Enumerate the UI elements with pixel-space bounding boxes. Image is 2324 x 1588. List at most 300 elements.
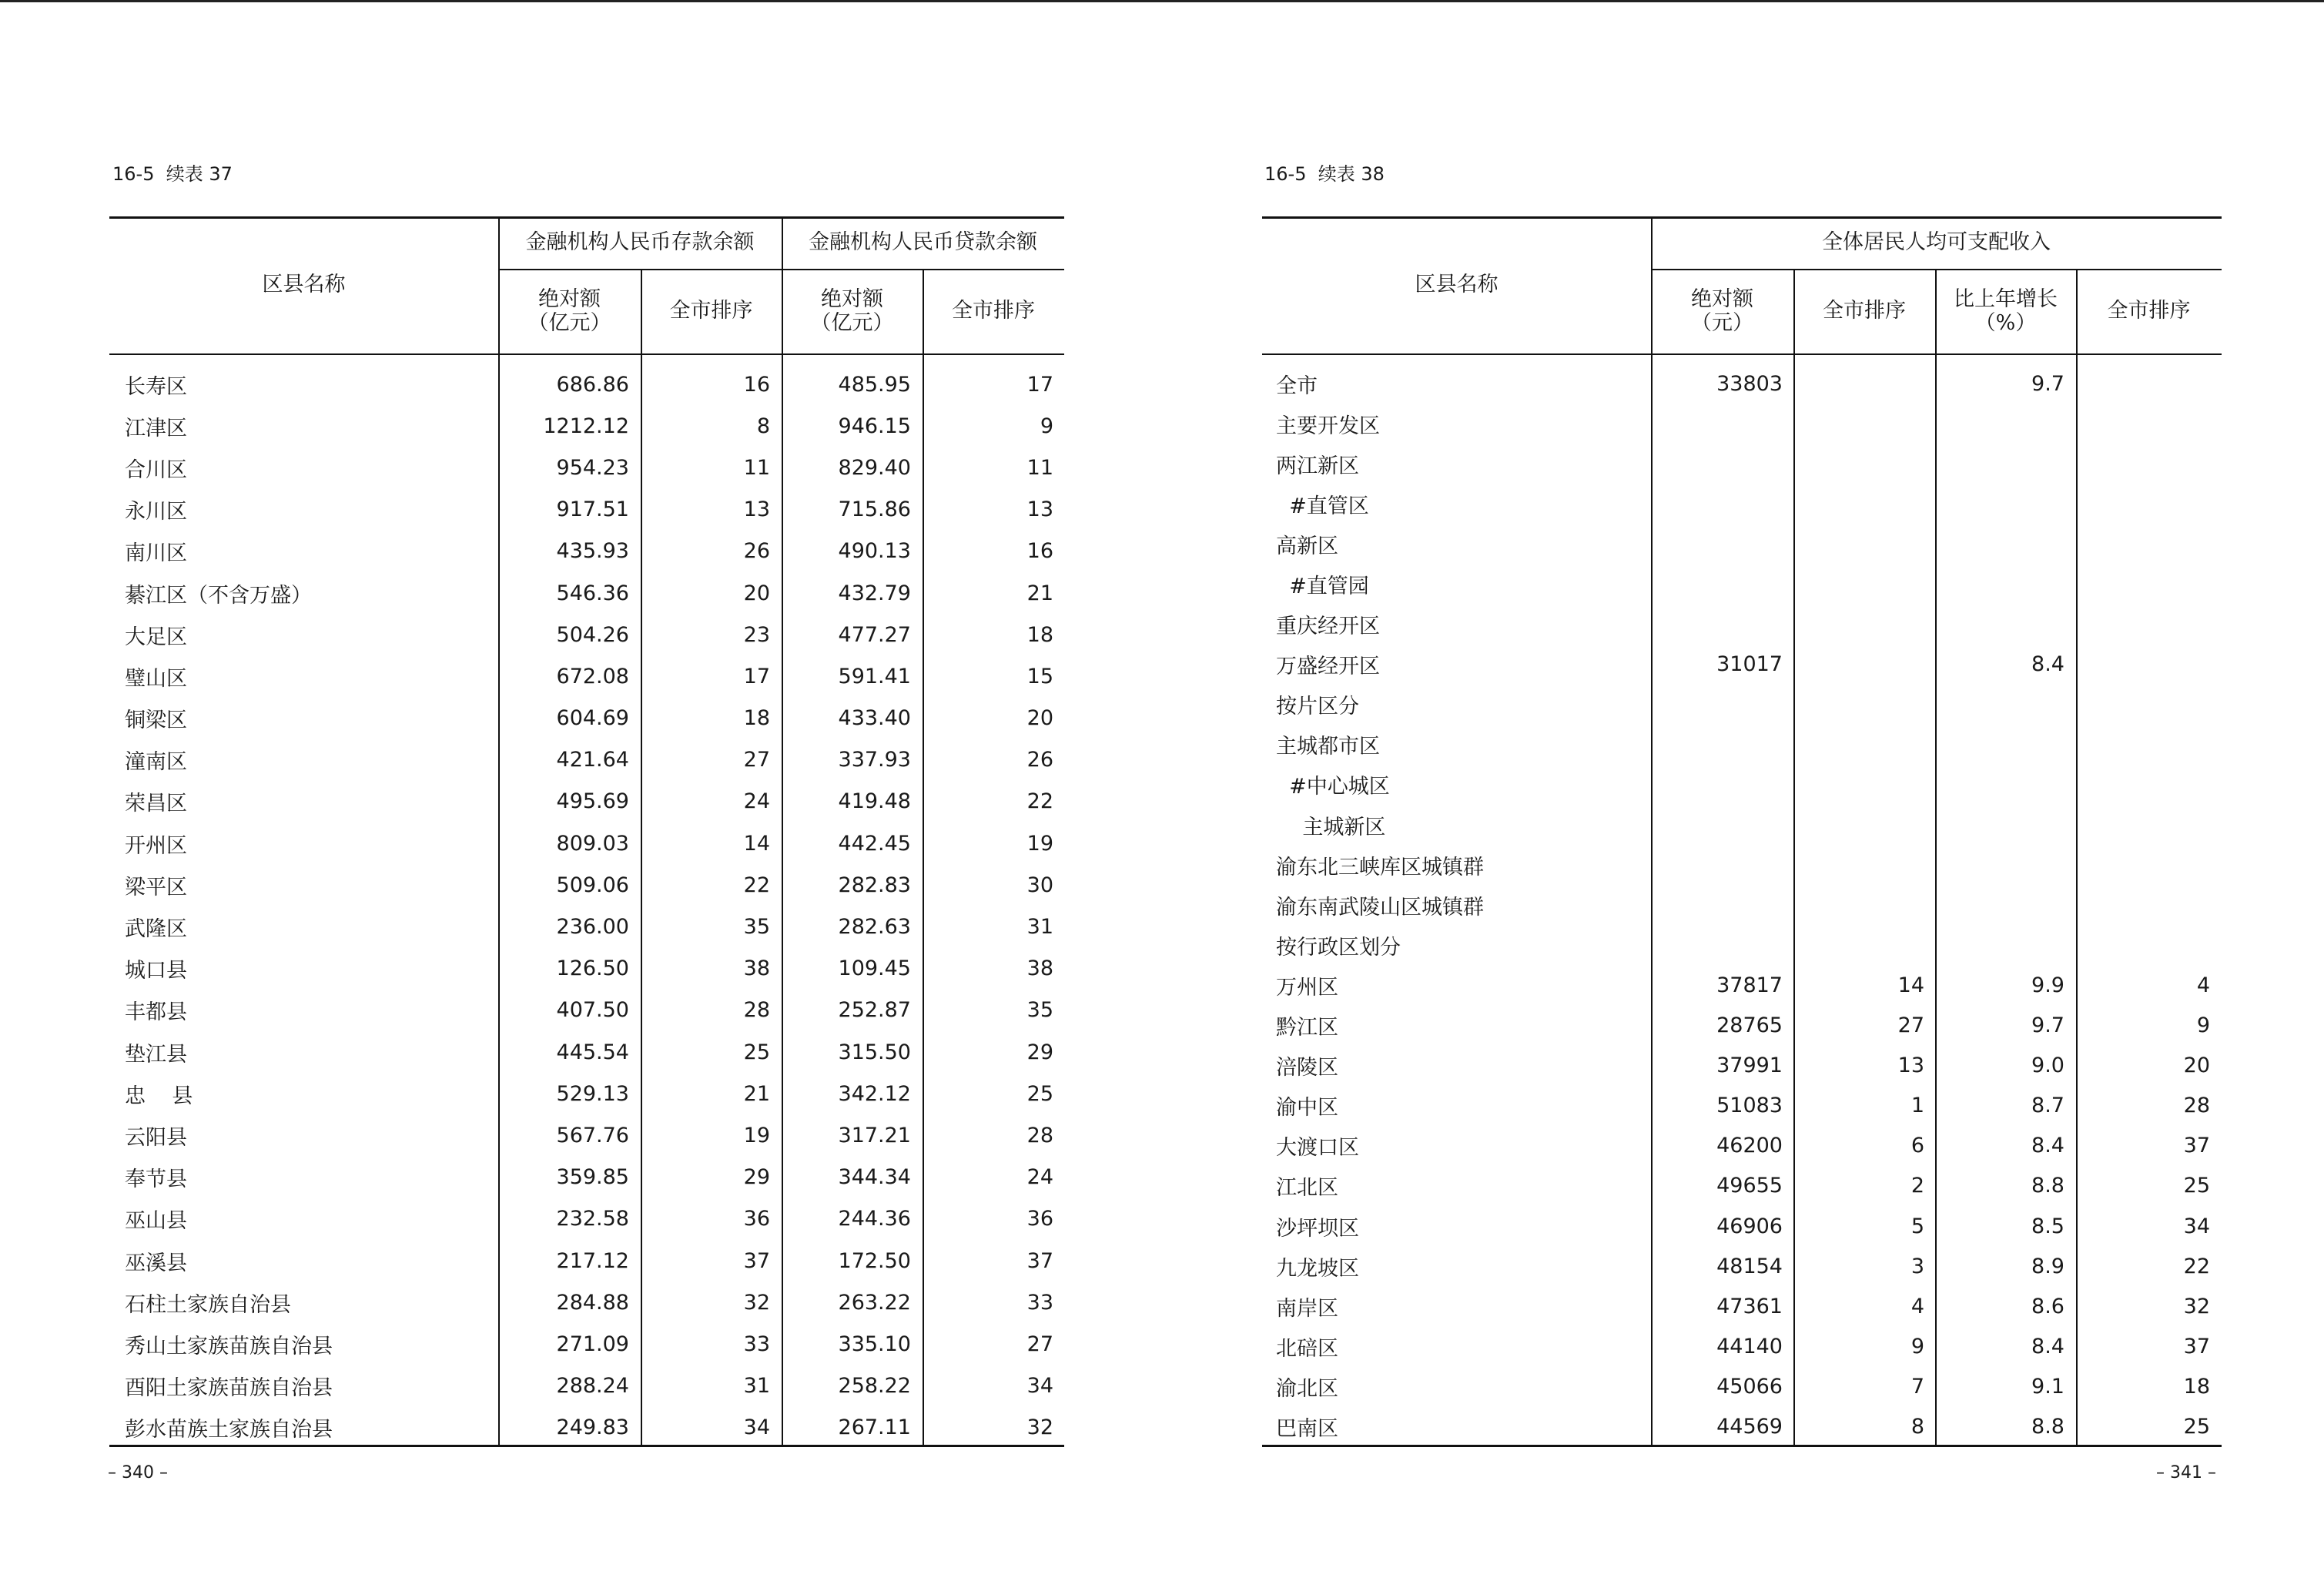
header-bottom-rule <box>1262 353 2222 355</box>
table-row <box>109 781 1064 822</box>
growth-cell: 8.5 <box>2031 1214 2064 1238</box>
growth-rank-cell: 22 <box>2183 1254 2210 1278</box>
growth-cell: 9.9 <box>2031 973 2064 997</box>
table-row <box>109 1073 1064 1114</box>
deposit-amount-cell: 504.26 <box>556 622 629 647</box>
district-name-cell: 奉节县 <box>125 1168 187 1192</box>
income-rank-cell: 4 <box>1910 1294 1924 1318</box>
table-row <box>1262 1046 2222 1086</box>
growth-cell <box>1935 444 2064 484</box>
growth-cell: 9.1 <box>2031 1374 2064 1399</box>
deposit-rank-cell: 36 <box>743 1207 770 1231</box>
district-name-cell: 石柱土家族自治县 <box>125 1292 291 1317</box>
district-name-cell: 梁平区 <box>125 875 187 900</box>
district-name-cell: 南岸区 <box>1276 1296 1338 1321</box>
loan-amount-cell: 252.87 <box>838 998 911 1023</box>
table-row <box>109 1365 1064 1407</box>
table-row <box>109 489 1064 531</box>
district-name-cell: 江北区 <box>1276 1176 1338 1201</box>
table-row <box>1262 484 2222 524</box>
deposit-amount-cell: 288.24 <box>556 1374 629 1399</box>
right-page <box>1162 0 2324 1588</box>
district-name-cell: #直管园 <box>1276 575 1369 599</box>
header-district-name: 区县名称 <box>1415 273 1499 297</box>
income-rank-cell <box>1793 484 1924 524</box>
deposit-amount-cell: 284.88 <box>556 1290 629 1315</box>
growth-rank-cell <box>2076 404 2210 444</box>
income-rank-cell <box>1793 605 1924 645</box>
growth-cell: 8.9 <box>2031 1254 2064 1278</box>
table-row <box>1262 363 2222 404</box>
page-number: – 340 – <box>108 1463 168 1482</box>
table-row <box>109 531 1064 572</box>
deposit-amount-cell: 232.58 <box>556 1207 629 1231</box>
table-body <box>1262 363 2222 1447</box>
growth-rank-cell: 34 <box>2183 1214 2210 1238</box>
deposit-amount-cell: 509.06 <box>556 873 629 897</box>
income-rank-cell <box>1793 685 1924 725</box>
income-amount-cell: 28765 <box>1716 1013 1783 1038</box>
district-name-cell: 永川区 <box>125 500 187 524</box>
table-row <box>109 447 1064 488</box>
district-name-cell: 重庆经开区 <box>1276 615 1380 639</box>
deposit-amount-cell: 271.09 <box>556 1332 629 1356</box>
income-amount-cell <box>1651 725 1783 765</box>
deposit-amount-cell: 407.50 <box>556 998 629 1023</box>
growth-rank-cell: 37 <box>2183 1134 2210 1158</box>
loan-amount-cell: 335.10 <box>838 1332 911 1356</box>
table-row <box>109 948 1064 990</box>
district-name-cell: 高新区 <box>1276 534 1338 558</box>
header-deposit-rank: 全市排序 <box>669 299 753 323</box>
loan-rank-cell: 37 <box>1026 1248 1053 1273</box>
table-row <box>109 1240 1064 1281</box>
income-amount-cell <box>1651 524 1783 564</box>
growth-cell <box>1935 885 2064 925</box>
growth-rank-cell <box>2076 564 2210 604</box>
district-name-cell: 丰都县 <box>125 1000 187 1025</box>
table-row <box>109 864 1064 906</box>
table-caption: 16-5 续表 38 <box>1264 163 1385 185</box>
loan-rank-cell: 22 <box>1026 789 1053 814</box>
loan-rank-cell: 9 <box>1040 414 1053 438</box>
growth-cell: 9.7 <box>2031 371 2064 396</box>
growth-rank-cell: 25 <box>2183 1414 2210 1439</box>
growth-cell <box>1935 845 2064 885</box>
table-row <box>1262 1206 2222 1246</box>
deposit-rank-cell: 17 <box>743 664 770 688</box>
income-amount-cell: 44140 <box>1716 1334 1783 1359</box>
growth-cell: 8.4 <box>2031 1134 2064 1158</box>
income-amount-cell: 45066 <box>1716 1374 1783 1399</box>
table-row <box>1262 605 2222 645</box>
district-name-cell: 秀山土家族苗族自治县 <box>125 1334 333 1359</box>
growth-rank-cell <box>2076 484 2210 524</box>
loan-rank-cell: 27 <box>1026 1332 1053 1356</box>
loan-amount-cell: 282.63 <box>838 915 911 940</box>
district-name-cell: #中心城区 <box>1276 775 1390 799</box>
table-row <box>1262 965 2222 1005</box>
district-name-cell: 城口县 <box>125 959 187 983</box>
district-name-cell: 忠 县 <box>125 1084 193 1108</box>
deposit-rank-cell: 29 <box>743 1165 770 1190</box>
loan-rank-cell: 28 <box>1026 1123 1053 1147</box>
table-body <box>109 363 1064 1449</box>
table-row <box>109 1281 1064 1323</box>
income-rank-cell <box>1793 925 1924 965</box>
income-amount-cell <box>1651 925 1783 965</box>
loan-rank-cell: 35 <box>1026 998 1053 1023</box>
growth-rank-cell <box>2076 885 2210 925</box>
income-rank-cell: 14 <box>1897 973 1924 997</box>
deposit-amount-cell: 126.50 <box>556 956 629 981</box>
table-row <box>109 405 1064 447</box>
table-row <box>1262 1326 2222 1366</box>
growth-rank-cell <box>2076 524 2210 564</box>
income-rank-cell: 7 <box>1910 1374 1924 1399</box>
growth-cell <box>1935 564 2064 604</box>
loan-amount-cell: 344.34 <box>838 1165 911 1190</box>
growth-rank-cell <box>2076 363 2210 404</box>
growth-rank-cell <box>2076 925 2210 965</box>
loan-amount-cell: 244.36 <box>838 1207 911 1231</box>
deposit-amount-cell: 435.93 <box>556 539 629 564</box>
income-amount-cell: 44569 <box>1716 1414 1783 1439</box>
growth-cell: 8.6 <box>2031 1294 2064 1318</box>
header-loan-balance: 金融机构人民币贷款余额 <box>809 230 1037 255</box>
growth-rank-cell <box>2076 725 2210 765</box>
loan-rank-cell: 26 <box>1026 748 1053 772</box>
growth-cell <box>1935 805 2064 845</box>
loan-amount-cell: 172.50 <box>838 1248 911 1273</box>
income-amount-cell <box>1651 444 1783 484</box>
income-amount-cell <box>1651 805 1783 845</box>
table-row <box>109 614 1064 655</box>
deposit-amount-cell: 249.83 <box>556 1415 629 1440</box>
loan-rank-cell: 24 <box>1026 1165 1053 1190</box>
district-name-cell: 渝东南武陵山区城镇群 <box>1276 895 1484 920</box>
district-name-cell: 渝中区 <box>1276 1096 1338 1121</box>
table-row <box>1262 1166 2222 1206</box>
loan-amount-cell: 258.22 <box>838 1374 911 1399</box>
growth-rank-cell: 4 <box>2196 973 2210 997</box>
growth-rank-cell: 25 <box>2183 1174 2210 1198</box>
growth-cell <box>1935 925 2064 965</box>
deposit-amount-cell: 217.12 <box>556 1248 629 1273</box>
growth-cell: 8.4 <box>2031 1334 2064 1359</box>
income-rank-cell: 2 <box>1910 1174 1924 1198</box>
loan-amount-cell: 282.83 <box>838 873 911 897</box>
table-row <box>1262 564 2222 604</box>
table-row <box>1262 1286 2222 1326</box>
table-row <box>1262 1086 2222 1126</box>
income-amount-cell: 46906 <box>1716 1214 1783 1238</box>
deposit-rank-cell: 26 <box>743 539 770 564</box>
table-row <box>1262 524 2222 564</box>
income-amount-cell <box>1651 404 1783 444</box>
income-amount-cell <box>1651 765 1783 805</box>
deposit-rank-cell: 25 <box>743 1040 770 1064</box>
table-row <box>1262 885 2222 925</box>
growth-rank-cell <box>2076 845 2210 885</box>
deposit-rank-cell: 37 <box>743 1248 770 1273</box>
income-rank-cell: 6 <box>1910 1134 1924 1158</box>
growth-rank-cell: 37 <box>2183 1334 2210 1359</box>
growth-rank-cell: 9 <box>2196 1013 2210 1038</box>
table-row <box>1262 1126 2222 1166</box>
income-rank-cell <box>1793 564 1924 604</box>
table-row <box>109 698 1064 739</box>
district-name-cell: 长寿区 <box>125 374 187 399</box>
loan-rank-cell: 36 <box>1026 1207 1053 1231</box>
deposit-rank-cell: 24 <box>743 789 770 814</box>
district-name-cell: 大足区 <box>125 625 187 649</box>
income-rank-cell <box>1793 845 1924 885</box>
loan-rank-cell: 31 <box>1026 915 1053 940</box>
district-name-cell: 彭水苗族土家族自治县 <box>125 1418 333 1442</box>
income-amount-cell <box>1651 885 1783 925</box>
district-name-cell: 北碚区 <box>1276 1336 1338 1361</box>
growth-cell <box>1935 685 2064 725</box>
income-rank-cell: 5 <box>1910 1214 1924 1238</box>
header-disposable-income: 全体居民人均可支配收入 <box>1822 230 2051 255</box>
deposit-amount-cell: 567.76 <box>556 1123 629 1147</box>
page-number: – 341 – <box>2156 1463 2216 1482</box>
loan-rank-cell: 30 <box>1026 873 1053 897</box>
district-name-cell: 南川区 <box>125 541 187 566</box>
table-row <box>109 906 1064 947</box>
table-caption: 16-5 续表 37 <box>112 163 233 185</box>
loan-amount-cell: 317.21 <box>838 1123 911 1147</box>
table-row <box>1262 645 2222 685</box>
income-amount-cell: 33803 <box>1716 371 1783 396</box>
deposit-rank-cell: 11 <box>743 455 770 480</box>
table-row <box>1262 1006 2222 1046</box>
header-district-name: 区县名称 <box>262 273 346 297</box>
district-name-cell: 渝北区 <box>1276 1376 1338 1401</box>
loan-rank-cell: 19 <box>1026 831 1053 856</box>
income-amount-cell <box>1651 484 1783 524</box>
income-amount-cell <box>1651 605 1783 645</box>
table-row <box>1262 685 2222 725</box>
header-deposit-balance: 金融机构人民币存款余额 <box>525 230 755 255</box>
loan-amount-cell: 109.45 <box>838 956 911 981</box>
loan-amount-cell: 263.22 <box>838 1290 911 1315</box>
deposit-rank-cell: 35 <box>743 915 770 940</box>
district-name-cell: 主要开发区 <box>1276 414 1380 438</box>
growth-rank-cell <box>2076 805 2210 845</box>
deposit-rank-cell: 20 <box>743 581 770 605</box>
income-amount-cell: 47361 <box>1716 1294 1783 1318</box>
income-rank-cell <box>1793 444 1924 484</box>
income-rank-cell: 1 <box>1910 1094 1924 1118</box>
table-row <box>1262 1366 2222 1406</box>
loan-rank-cell: 21 <box>1026 581 1053 605</box>
loan-amount-cell: 442.45 <box>838 831 911 856</box>
income-rank-cell: 13 <box>1897 1054 1924 1078</box>
table-row <box>1262 1406 2222 1446</box>
district-name-cell: 綦江区（不含万盛） <box>125 583 312 608</box>
header-deposit-amount: 绝对额 （亿元） <box>527 286 611 335</box>
loan-rank-cell: 32 <box>1026 1415 1053 1440</box>
deposit-rank-cell: 34 <box>743 1415 770 1440</box>
growth-cell: 8.7 <box>2031 1094 2064 1118</box>
loan-amount-cell: 433.40 <box>838 706 911 731</box>
loan-amount-cell: 591.41 <box>838 664 911 688</box>
table-row <box>109 1323 1064 1365</box>
table-row <box>109 739 1064 781</box>
header-income-amount: 绝对额 （元） <box>1691 286 1753 335</box>
growth-cell: 8.8 <box>2031 1414 2064 1439</box>
growth-cell <box>1935 765 2064 805</box>
income-amount-cell: 49655 <box>1716 1174 1783 1198</box>
deposit-rank-cell: 31 <box>743 1374 770 1399</box>
income-rank-cell <box>1793 725 1924 765</box>
income-rank-cell: 27 <box>1897 1013 1924 1038</box>
income-amount-cell <box>1651 564 1783 604</box>
header-bottom-rule <box>109 353 1064 355</box>
header-loan-amount: 绝对额 （亿元） <box>810 286 894 335</box>
district-name-cell: 荣昌区 <box>125 792 187 816</box>
table-row <box>1262 444 2222 484</box>
income-rank-cell <box>1793 765 1924 805</box>
deposit-rank-cell: 13 <box>743 498 770 522</box>
district-name-cell: 云阳县 <box>125 1125 187 1150</box>
district-name-cell: 沙坪坝区 <box>1276 1216 1359 1241</box>
deposit-rank-cell: 18 <box>743 706 770 731</box>
loan-rank-cell: 25 <box>1026 1081 1053 1106</box>
growth-rank-cell <box>2076 444 2210 484</box>
table-row <box>1262 845 2222 885</box>
growth-rank-cell: 32 <box>2183 1294 2210 1318</box>
loan-rank-cell: 13 <box>1026 498 1053 522</box>
loan-amount-cell: 342.12 <box>838 1081 911 1106</box>
loan-amount-cell: 419.48 <box>838 789 911 814</box>
growth-cell: 8.8 <box>2031 1174 2064 1198</box>
table-row <box>109 1031 1064 1073</box>
deposit-amount-cell: 529.13 <box>556 1081 629 1106</box>
growth-cell <box>1935 725 2064 765</box>
table-row <box>1262 725 2222 765</box>
income-rank-cell: 3 <box>1910 1254 1924 1278</box>
growth-cell <box>1935 605 2064 645</box>
deposit-rank-cell: 14 <box>743 831 770 856</box>
district-name-cell: 武隆区 <box>125 917 187 942</box>
table-row <box>1262 1246 2222 1286</box>
growth-rank-cell <box>2076 645 2210 685</box>
district-name-cell: #直管区 <box>1276 494 1369 518</box>
district-name-cell: 万州区 <box>1276 975 1338 1000</box>
loan-amount-cell: 490.13 <box>838 539 911 564</box>
table-row <box>109 822 1064 864</box>
header-growth-rank: 全市排序 <box>2107 299 2191 323</box>
loan-rank-cell: 15 <box>1026 664 1053 688</box>
district-name-cell: 按片区分 <box>1276 695 1359 719</box>
table-row <box>1262 925 2222 965</box>
loan-rank-cell: 17 <box>1026 372 1053 397</box>
deposit-amount-cell: 445.54 <box>556 1040 629 1064</box>
table-row <box>1262 404 2222 444</box>
deposit-rank-cell: 8 <box>756 414 770 438</box>
growth-cell <box>1935 484 2064 524</box>
growth-cell <box>1935 404 2064 444</box>
income-rank-cell: 9 <box>1910 1334 1924 1359</box>
loan-rank-cell: 33 <box>1026 1290 1053 1315</box>
district-name-cell: 开州区 <box>125 833 187 858</box>
district-name-cell: 铜梁区 <box>125 709 187 733</box>
loan-amount-cell: 715.86 <box>838 498 911 522</box>
loan-rank-cell: 11 <box>1026 455 1053 480</box>
district-name-cell: 两江新区 <box>1276 454 1359 478</box>
loan-amount-cell: 829.40 <box>838 455 911 480</box>
loan-rank-cell: 29 <box>1026 1040 1053 1064</box>
deposit-amount-cell: 809.03 <box>556 831 629 856</box>
deposit-rank-cell: 33 <box>743 1332 770 1356</box>
deposit-rank-cell: 21 <box>743 1081 770 1106</box>
income-amount-cell: 37817 <box>1716 973 1783 997</box>
income-rank-cell <box>1793 363 1924 404</box>
growth-cell: 9.7 <box>2031 1013 2064 1038</box>
district-name-cell: 按行政区划分 <box>1276 935 1401 960</box>
growth-cell <box>1935 524 2064 564</box>
loan-rank-cell: 20 <box>1026 706 1053 731</box>
deposit-amount-cell: 672.08 <box>556 664 629 688</box>
district-name-cell: 巴南区 <box>1276 1416 1338 1441</box>
income-amount-cell: 48154 <box>1716 1254 1783 1278</box>
district-name-cell: 主城新区 <box>1276 815 1386 839</box>
growth-cell: 8.4 <box>2031 652 2064 677</box>
income-rank-cell: 8 <box>1910 1414 1924 1439</box>
growth-rank-cell <box>2076 685 2210 725</box>
growth-rank-cell <box>2076 605 2210 645</box>
income-amount-cell: 37991 <box>1716 1054 1783 1078</box>
deposit-amount-cell: 495.69 <box>556 789 629 814</box>
income-rank-cell <box>1793 404 1924 444</box>
header-income-rank: 全市排序 <box>1823 299 1906 323</box>
deposit-rank-cell: 27 <box>743 748 770 772</box>
loan-amount-cell: 432.79 <box>838 581 911 605</box>
income-amount-cell: 31017 <box>1716 652 1783 677</box>
income-amount-cell: 46200 <box>1716 1134 1783 1158</box>
deposit-amount-cell: 686.86 <box>556 372 629 397</box>
growth-rank-cell <box>2076 765 2210 805</box>
income-rank-cell <box>1793 645 1924 685</box>
table-row <box>109 655 1064 697</box>
income-amount-cell: 51083 <box>1716 1094 1783 1118</box>
loan-amount-cell: 337.93 <box>838 748 911 772</box>
deposit-rank-cell: 22 <box>743 873 770 897</box>
table-row <box>109 1114 1064 1156</box>
deposit-amount-cell: 236.00 <box>556 915 629 940</box>
deposit-loan-table <box>109 216 1064 1447</box>
loan-amount-cell: 315.50 <box>838 1040 911 1064</box>
deposit-amount-cell: 359.85 <box>556 1165 629 1190</box>
deposit-amount-cell: 954.23 <box>556 455 629 480</box>
district-name-cell: 酉阳土家族苗族自治县 <box>125 1376 333 1401</box>
district-name-cell: 巫溪县 <box>125 1251 187 1275</box>
deposit-amount-cell: 421.64 <box>556 748 629 772</box>
table-row <box>109 1407 1064 1449</box>
deposit-rank-cell: 16 <box>743 372 770 397</box>
table-row <box>109 363 1064 405</box>
district-name-cell: 黔江区 <box>1276 1016 1338 1040</box>
deposit-rank-cell: 32 <box>743 1290 770 1315</box>
deposit-amount-cell: 604.69 <box>556 706 629 731</box>
district-name-cell: 巫山县 <box>125 1209 187 1234</box>
district-name-cell: 渝东北三峡库区城镇群 <box>1276 855 1484 879</box>
district-name-cell: 江津区 <box>125 416 187 441</box>
loan-amount-cell: 267.11 <box>838 1415 911 1440</box>
